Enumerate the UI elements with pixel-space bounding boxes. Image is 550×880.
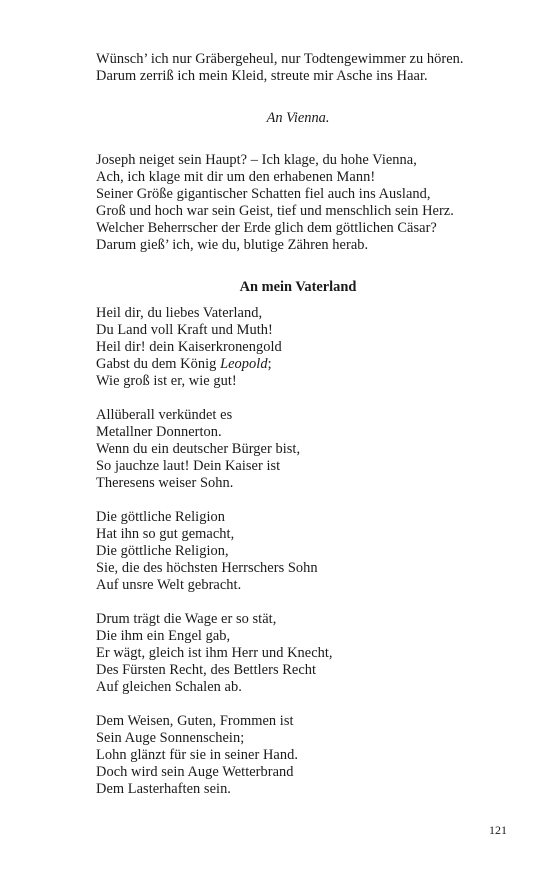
- poem-line: Hat ihn so gut gemacht,: [96, 526, 235, 542]
- poem-line: Die göttliche Religion: [96, 509, 225, 525]
- poem-line: Des Fürsten Recht, des Bettlers Recht: [96, 662, 317, 678]
- poem-line: [96, 356, 516, 373]
- poem-line: Die göttliche Religion,: [96, 543, 229, 559]
- poem-line: Wünsch’ ich nur Gräbergeheul, nur Todtengewimmer zu hören.: [96, 51, 464, 67]
- poem-line: Du Land voll Kraft und Muth!: [96, 322, 273, 338]
- poem-line: Seiner Größe gigantischer Schatten fiel auch ins Ausland,: [96, 186, 431, 202]
- stanza-2: [96, 407, 516, 492]
- poem-line: Sein Auge Sonnenschein;: [96, 730, 245, 746]
- poem-line: Lohn glänzt für sie in seiner Hand.: [96, 747, 298, 763]
- section-heading-vienna: An Vienna.: [266, 110, 330, 126]
- top-stanza: [96, 51, 516, 85]
- poem-line: Groß und hoch war sein Geist, tief und menschlich sein Herz.: [96, 203, 454, 219]
- poem-line: Auf unsre Welt gebracht.: [96, 577, 242, 593]
- poem-line: Die ihm ein Engel gab,: [96, 628, 231, 644]
- vienna-stanza: [96, 152, 516, 254]
- stanza-5: [96, 713, 516, 798]
- poem-line: Wenn du ein deutscher Bürger bist,: [96, 441, 301, 457]
- poem-line: Heil dir! dein Kaiserkronengold: [96, 339, 282, 355]
- poem-line: Welcher Beherrscher der Erde glich dem göttlichen Cäsar?: [96, 220, 437, 236]
- poem-line: So jauchze laut! Dein Kaiser ist: [96, 458, 281, 474]
- poem-line: Metallner Donnerton.: [96, 424, 222, 440]
- poem-line: Theresens weiser Sohn.: [96, 475, 234, 491]
- poem-line: Auf gleichen Schalen ab.: [96, 679, 242, 695]
- poem-line: Er wägt, gleich ist ihm Herr und Knecht,: [96, 645, 333, 661]
- page-body: [96, 51, 516, 798]
- poem-line: Dem Weisen, Guten, Frommen ist: [96, 713, 294, 729]
- poem-line: Wie groß ist er, wie gut!: [96, 373, 237, 389]
- poem-line: Ach, ich klage mit dir um den erhabenen Mann!: [96, 169, 376, 185]
- poem-title: An mein Vaterland: [239, 279, 357, 295]
- stanza-3: [96, 509, 516, 594]
- poem-line: Sie, die des höchsten Herrschers Sohn: [96, 560, 318, 576]
- page-number: 121: [489, 823, 507, 837]
- poem-line: Drum trägt die Wage er so stät,: [96, 611, 277, 627]
- line-text: ;: [267, 356, 272, 372]
- poem-line: Joseph neiget sein Haupt? – Ich klage, du hohe Vienna,: [96, 152, 417, 168]
- poem-line: Doch wird sein Auge Wetterbrand: [96, 764, 294, 780]
- poem-line: Dem Lasterhaften sein.: [96, 781, 231, 797]
- poem-line: Darum zerriß ich mein Kleid, streute mir Asche ins Haar.: [96, 68, 428, 84]
- italic-name: Leopold: [220, 356, 268, 372]
- poem-line: Allüberall verkündet es: [96, 407, 233, 423]
- poem-line: Heil dir, du liebes Vaterland,: [96, 305, 263, 321]
- poem-line: Darum gieß’ ich, wie du, blutige Zähren herab.: [96, 237, 369, 253]
- line-text: Gabst du dem König: [96, 356, 221, 372]
- stanza-4: [96, 611, 516, 696]
- stanza-1: [96, 305, 516, 390]
